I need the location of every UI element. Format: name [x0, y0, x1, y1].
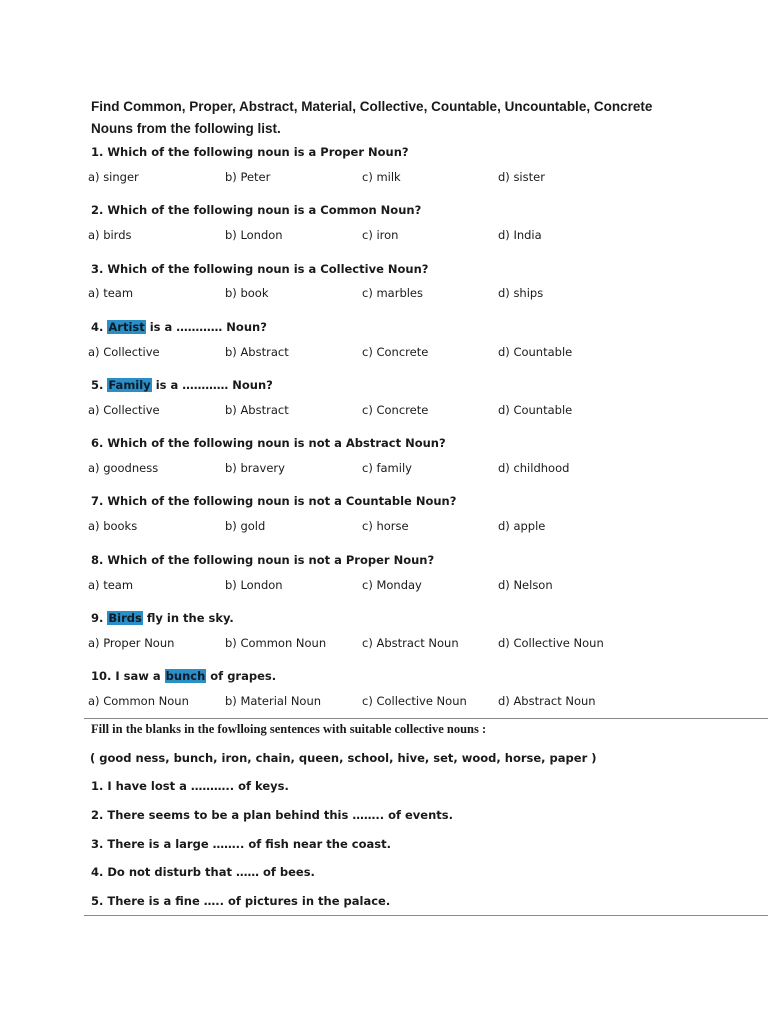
highlighted-word: Birds	[108, 611, 142, 625]
option-a: a) Collective	[88, 403, 160, 417]
heading-line-1: Find Common, Proper, Abstract, Material, Collective, Countable, Uncountable, Concrete	[91, 99, 653, 114]
option-d: d) Nelson	[498, 578, 553, 592]
highlighted-word: Family	[108, 378, 151, 392]
question-8: 8. Which of the following noun is not a Proper Noun?	[91, 553, 435, 567]
question-3: 3. Which of the following noun is a Collective Noun?	[91, 262, 429, 276]
option-b: b) Abstract	[225, 345, 289, 359]
divider-bottom	[84, 915, 768, 916]
option-c: c) Concrete	[362, 345, 429, 359]
option-a: a) singer	[88, 170, 139, 184]
question-9: 9. Birds fly in the sky.	[91, 611, 234, 625]
question-4: 4. Artist is a ………… Noun?	[91, 320, 267, 334]
option-d: d) Abstract Noun	[498, 694, 596, 708]
fill-item-4: 4. Do not disturb that …… of bees.	[91, 865, 315, 879]
option-b: b) gold	[225, 519, 266, 533]
question-5: 5. Family is a ………… Noun?	[91, 378, 273, 392]
option-a: a) team	[88, 286, 134, 300]
highlighted-word: bunch	[165, 669, 206, 683]
question-7: 7. Which of the following noun is not a Countable Noun?	[91, 494, 457, 508]
option-d: d) Countable	[498, 345, 573, 359]
fill-item-1: 1. I have lost a ……….. of keys.	[91, 779, 289, 793]
option-c: c) Collective Noun	[362, 694, 467, 708]
option-d: d) apple	[498, 519, 546, 533]
option-d: d) Collective Noun	[498, 636, 604, 650]
fill-blanks-heading: Fill in the blanks in the fowlloing sentences with suitable collective nouns :	[91, 722, 487, 736]
option-c: c) marbles	[362, 286, 424, 300]
option-a: a) books	[88, 519, 138, 533]
question-2: 2. Which of the following noun is a Common Noun?	[91, 203, 422, 217]
fill-item-3: 3. There is a large …….. of fish near the coast.	[91, 837, 391, 851]
fill-item-2: 2. There seems to be a plan behind this …….. of events.	[91, 808, 453, 822]
option-d: d) childhood	[498, 461, 570, 475]
worksheet-heading	[91, 96, 751, 140]
option-b: b) London	[225, 228, 283, 242]
option-c: c) Abstract Noun	[362, 636, 459, 650]
word-list: ( good ness, bunch, iron, chain, queen, school, hive, set, wood, horse, paper )	[90, 751, 597, 765]
question-1: 1. Which of the following noun is a Proper Noun?	[91, 145, 409, 159]
option-b: b) Abstract	[225, 403, 289, 417]
option-d: d) sister	[498, 170, 545, 184]
option-c: c) horse	[362, 519, 409, 533]
option-a: a) Collective	[88, 345, 160, 359]
heading-line-2: Nouns from the following list.	[91, 121, 281, 136]
divider-top	[84, 718, 768, 719]
question-6: 6. Which of the following noun is not a Abstract Noun?	[91, 436, 446, 450]
option-b: b) book	[225, 286, 269, 300]
option-c: c) Concrete	[362, 403, 429, 417]
option-b: b) Common Noun	[225, 636, 327, 650]
option-b: b) bravery	[225, 461, 285, 475]
highlighted-word: Artist	[108, 320, 145, 334]
option-a: a) goodness	[88, 461, 159, 475]
option-a: a) team	[88, 578, 134, 592]
option-b: b) Peter	[225, 170, 271, 184]
option-b: b) Material Noun	[225, 694, 322, 708]
option-d: d) Countable	[498, 403, 573, 417]
option-c: c) family	[362, 461, 412, 475]
option-b: b) London	[225, 578, 283, 592]
option-c: c) milk	[362, 170, 401, 184]
option-d: d) India	[498, 228, 542, 242]
option-a: a) Proper Noun	[88, 636, 175, 650]
option-c: c) Monday	[362, 578, 422, 592]
option-a: a) birds	[88, 228, 132, 242]
option-a: a) Common Noun	[88, 694, 189, 708]
option-c: c) iron	[362, 228, 399, 242]
fill-item-5: 5. There is a fine ….. of pictures in the palace.	[91, 894, 391, 908]
question-10: 10. I saw a bunch of grapes.	[91, 669, 277, 683]
option-d: d) ships	[498, 286, 544, 300]
